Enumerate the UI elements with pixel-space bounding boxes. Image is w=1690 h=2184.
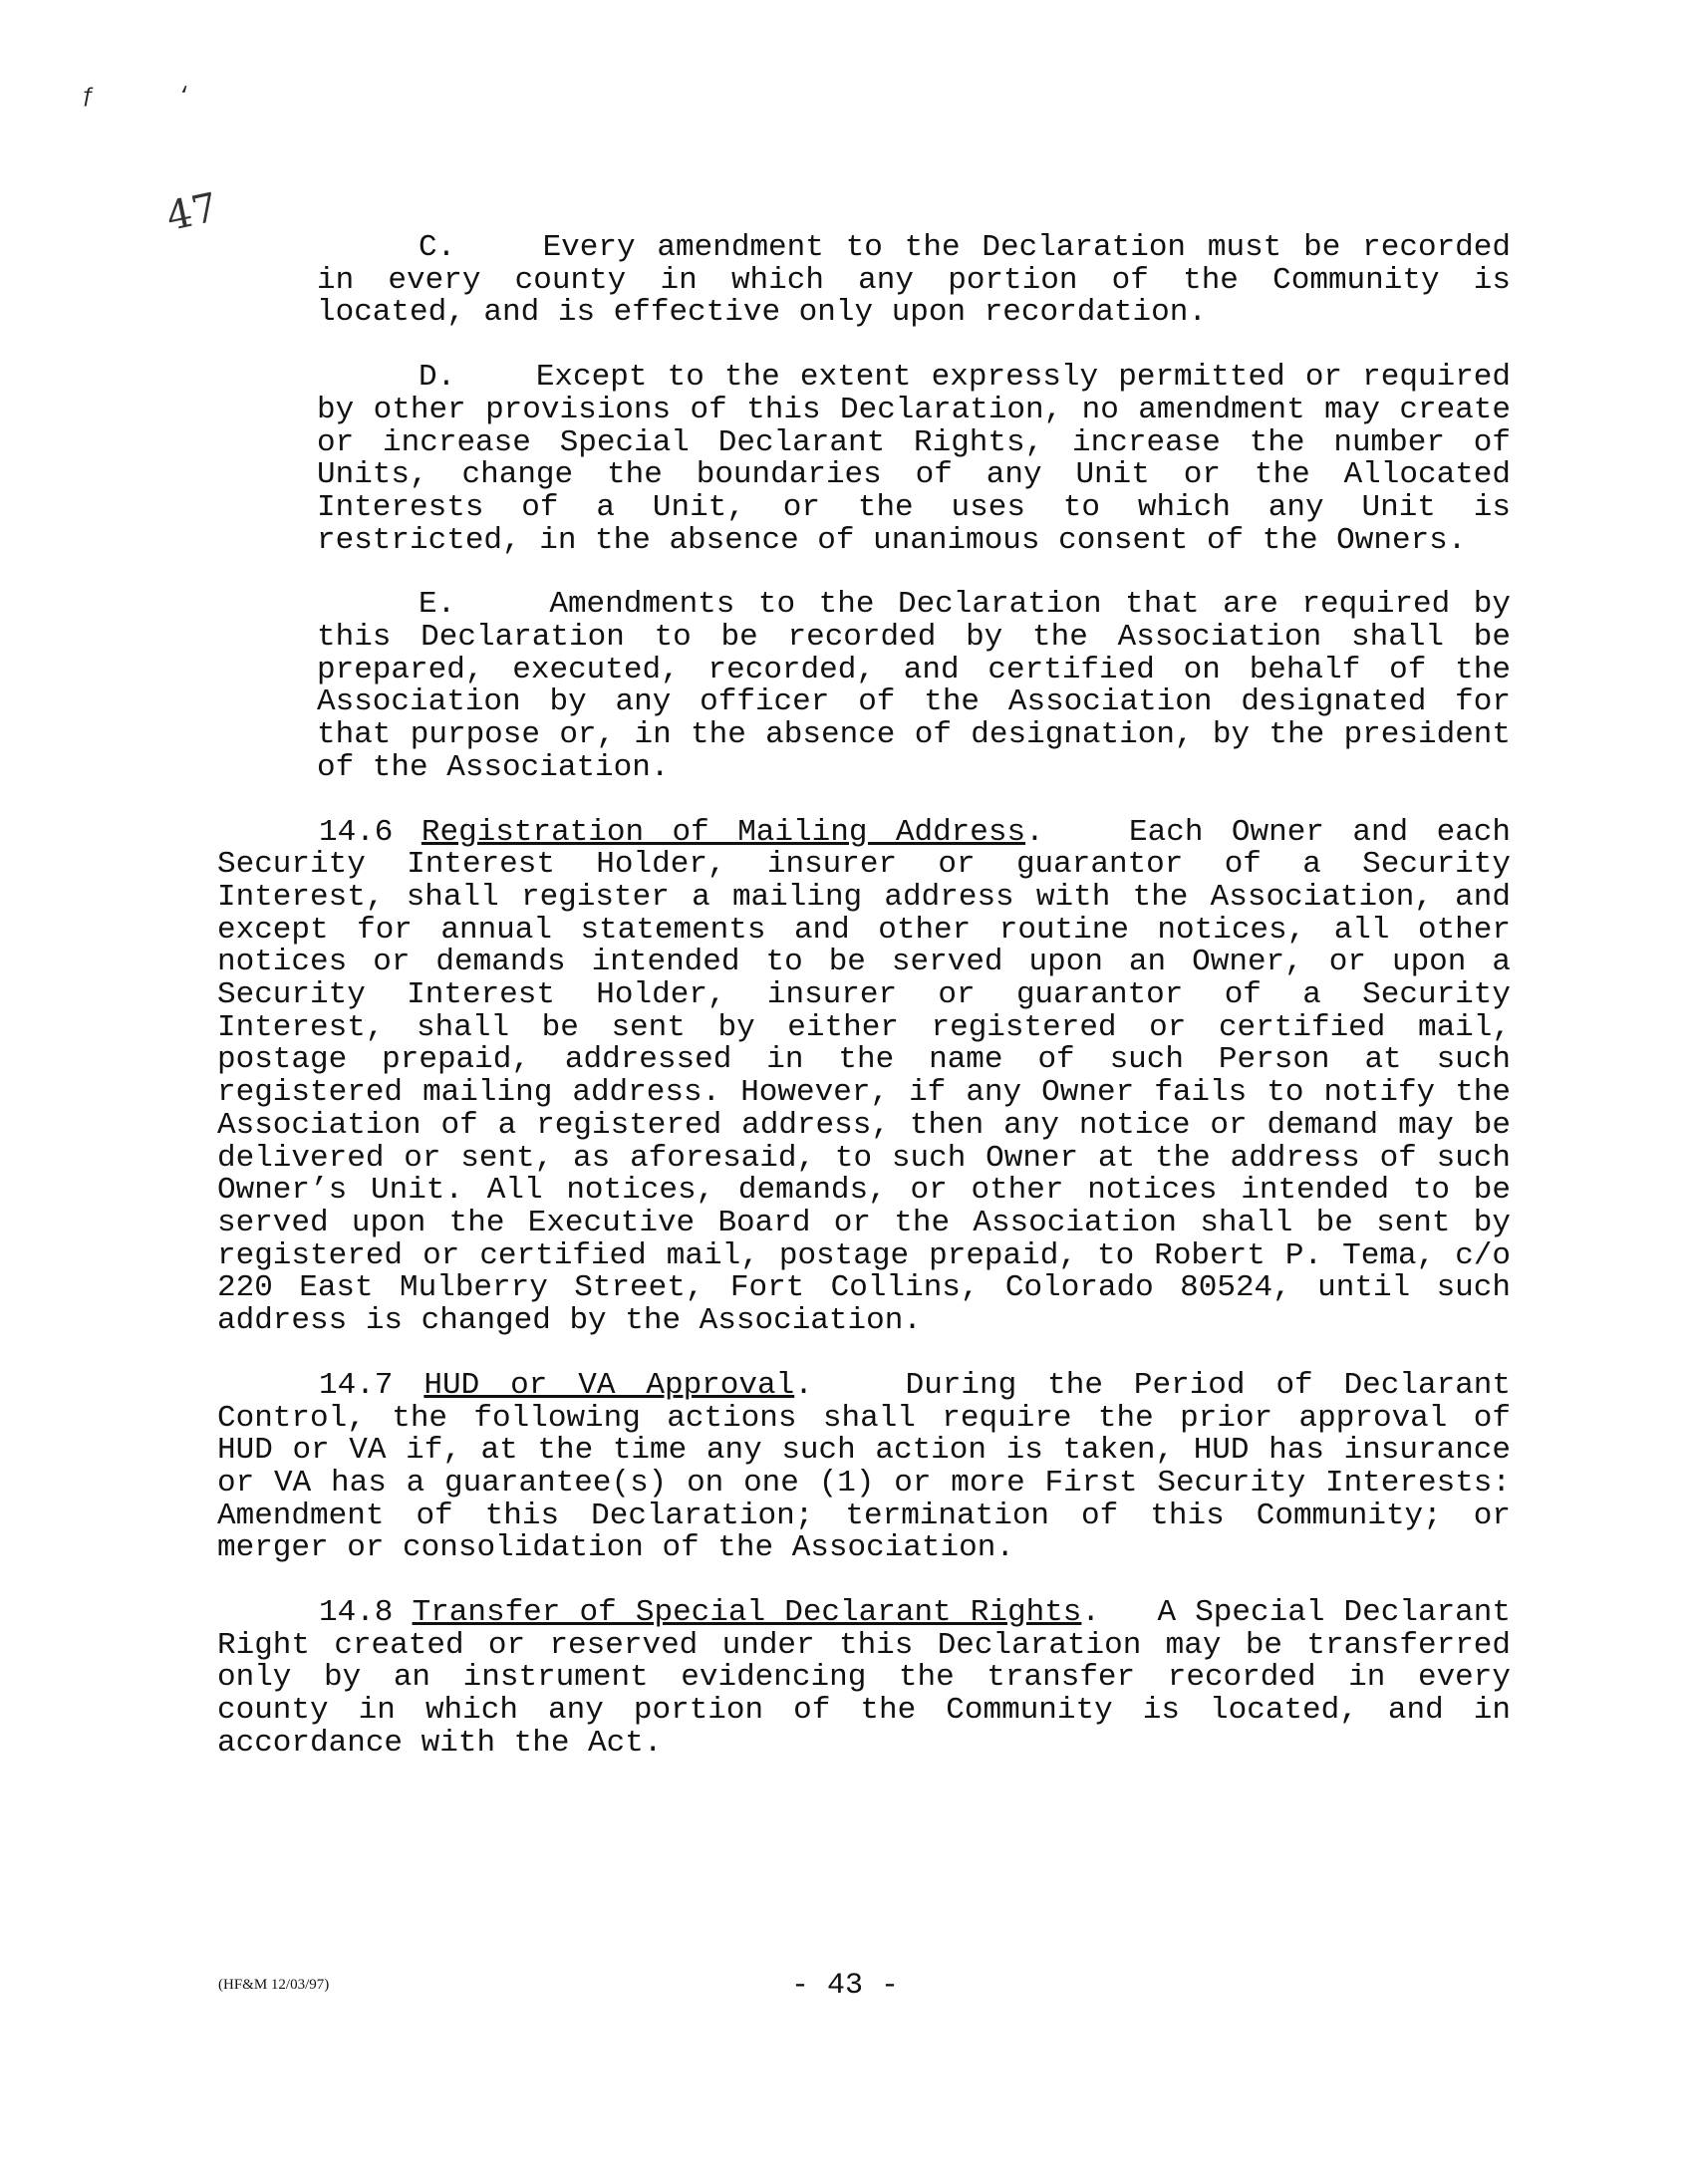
subsection-label: D. (419, 360, 456, 396)
subsection-c (317, 232, 1511, 330)
section-heading: Transfer of Special Declarant Rights (412, 1595, 1082, 1631)
section-text: Each Owner and each Security Interest Holder, insurer or guarantor of a Security Interest, shall register a mailing address with the Association, and except for annual statements and other routine notices, all other notices or demands intended to be served upon an Owner, or upon a Security Interest Holder, insurer or guarantor of a Security Interest, shall be sent by either registered or certified mail, postage prepaid, addressed in the name of such Person at such registered mailing address. However, if any Owner fails to notify the Association of a registered address, then any notice or demand may be delivered or sent, as aforesaid, to such Owner at the address of such Owner’s Unit. All notices, demands, or other notices intended to be served upon the Executive Board or the Association shall be sent by registered or certified mail, postage prepaid, to Robert P. Tema, c/o 220 East Mulberry Street, Fort Collins, Colorado 80524, until such address is changed by the Association. (217, 814, 1512, 1339)
document-code: (HF&M 12/03/97) (218, 1977, 330, 1993)
margin-mark: ƒ (82, 84, 96, 109)
subsection-text: Every amendment to the Declaration must be recorded in every county in which any portion of the Community is located, and is effective only upon recordation. (317, 230, 1511, 331)
section-heading: HUD or VA Approval (423, 1367, 795, 1403)
subsection-label: C. (419, 230, 456, 265)
margin-marks (82, 84, 261, 109)
section-number: 14.7 (319, 1367, 394, 1403)
page-number: - 43 - (790, 1969, 900, 2003)
section-text: A Special Declarant Right created or reserved under this Declaration may be transferred only by an instrument evidencing the transfer recorded in every county in which any portion of the Community is located, and in accordance with the Act. (217, 1595, 1511, 1761)
page-footer (0, 1969, 1690, 2009)
section-14-6: 14.6 Registration of Mailing Address. Each Owner and each Security Interest Holder, insurer or guarantor of a Security Interest, shall register a mailing address with the Association, and except for annual statements and other routine notices, all other notices or demands intended to be served upon an Owner, or upon a Security Interest Holder, insurer or guarantor of a Security Interest, shall be sent by either registered or certified mail, postage prepaid, addressed in the name of such Person at such registered mailing address. However, if any Owner fails to notify the Association of a registered address, then any notice or demand may be delivered or sent, as aforesaid, to such Owner at the address of such Owner’s Unit. All notices, demands, or other notices intended to be served upon the Executive Board or the Association shall be sent by registered or certified mail, postage prepaid, to Robert P. Tema, c/o 220 East Mulberry Street, Fort Collins, Colorado 80524, until such address is changed by the Association. (217, 814, 1512, 1339)
margin-mark: ‘ (177, 84, 191, 109)
section-14-8: 14.8 Transfer of Special Declarant Rights. A Special Declarant Right created or reserved under this Declaration may be transferred only by an instrument evidencing the transfer recorded in every county in which any portion of the Community is located, and in accordance with the Act. (217, 1595, 1511, 1761)
document-body (217, 201, 1511, 1792)
subsection-d (317, 362, 1511, 557)
section-number: 14.8 (319, 1595, 394, 1631)
section-14-7: 14.7 HUD or VA Approval. During the Period of Declarant Control, the following actions shall require the prior approval of HUD or VA if, at the time any such action is taken, HUD has insurance or VA has a guarantee(s) on one (1) or more First Security Interests: Amendment of this Declaration; termination of this Community; or merger or consolidation of the Association. (217, 1367, 1512, 1566)
section-heading: Registration of Mailing Address (421, 814, 1026, 850)
section-number: 14.6 (319, 814, 394, 850)
subsection-text: Amendments to the Declaration that are required by this Declaration to be recorded by the Association shall be prepared, executed, recorded, and certified on behalf of the Association by any officer of the Association designated for that purpose or, in the absence of designation, by the president of the Association. (317, 587, 1511, 785)
handwritten-note: 47 (162, 184, 222, 240)
section-text: During the Period of Declarant Control, the following actions shall require the prior approval of HUD or VA if, at the time any such action is taken, HUD has insurance or VA has a guarantee(s) on one (1) or more First Security Interests: Amendment of this Declaration; termination of this Community; or merger or consolidation of the Association. (217, 1367, 1512, 1566)
subsection-label: E. (419, 587, 456, 623)
subsection-text: Except to the extent expressly permitted or required by other provisions of this Declaration, no amendment may create or increase Special Declarant Rights, increase the number of Units, change the boundaries of any Unit or the Allocated Interests of a Unit, or the uses to which any Unit is restricted, in the absence of unanimous consent of the Owners. (317, 360, 1512, 558)
subsection-e (317, 589, 1511, 784)
